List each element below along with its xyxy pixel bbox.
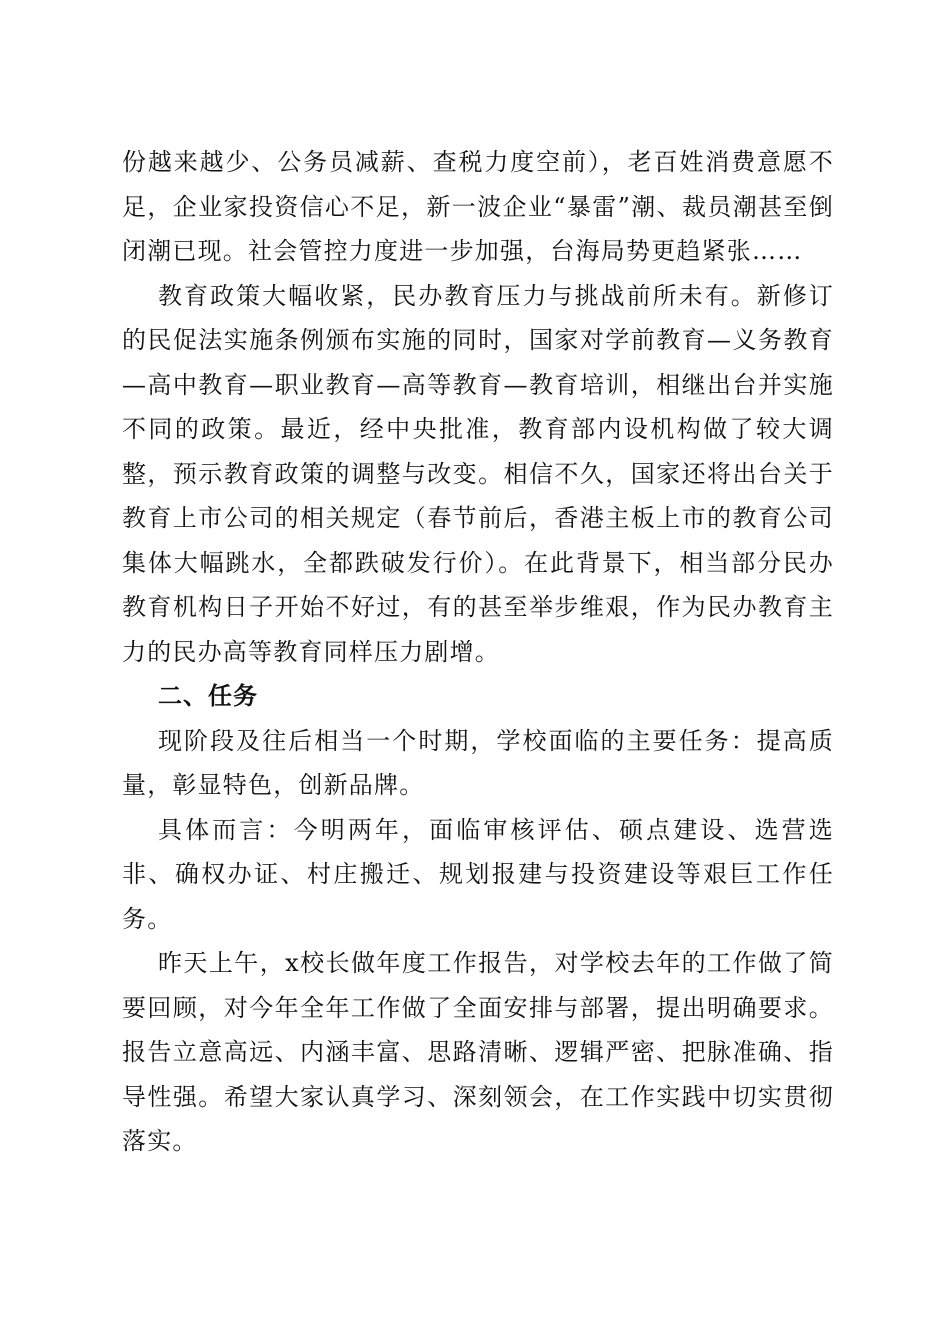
document-page bbox=[122, 140, 834, 1164]
paragraph-continuation: 份越来越少、公务员减薪、查税力度空前），老百姓消费意愿不足，企业家投资信心不足，新一波企业“暴雷”潮、裁员潮甚至倒闭潮已现。社会管控力度进一步加强，台海局势更趋紧张…… bbox=[122, 148, 834, 265]
paragraph-work-report: 昨天上午，x校长做年度工作报告，对学校去年的工作做了简要回顾，对今年全年工作做了全面安排与部署，提出明确要求。报告立意高远、内涵丰富、思路清晰、逻辑严密、把脉准确、指导性强。希望大家认真学习、深刻领会，在工作实践中切实贯彻落实。 bbox=[122, 949, 834, 1155]
paragraph-specific-tasks: 具体而言：今明两年，面临审核评估、硕点建设、选营选非、确权办证、村庄搬迁、规划报建与投资建设等艰巨工作任务。 bbox=[122, 815, 834, 933]
paragraph-education-policy: 教育政策大幅收紧，民办教育压力与挑战前所未有。新修订的民促法实施条例颁布实施的同时，国家对学前教育—义务教育—高中教育—职业教育—高等教育—教育培训，相继出台并实施不同的政策。最近，经中央批准，教育部内设机构做了较大调整，预示教育政策的调整与改变。相信不久，国家还将出台关于教育上市公司的相关规定（春节前后，香港主板上市的教育公司集体大幅跳水，全都跌破发行价）。在此背景下，相当部分民办教育机构日子开始不好过，有的甚至举步维艰，作为民办教育主力的民办高等教育同样压力剧增。 bbox=[122, 281, 834, 666]
section-heading-tasks: 二、任务 bbox=[158, 682, 258, 710]
paragraph-main-tasks: 现阶段及往后相当一个时期，学校面临的主要任务：提高质量，彰显特色，创新品牌。 bbox=[122, 726, 834, 799]
